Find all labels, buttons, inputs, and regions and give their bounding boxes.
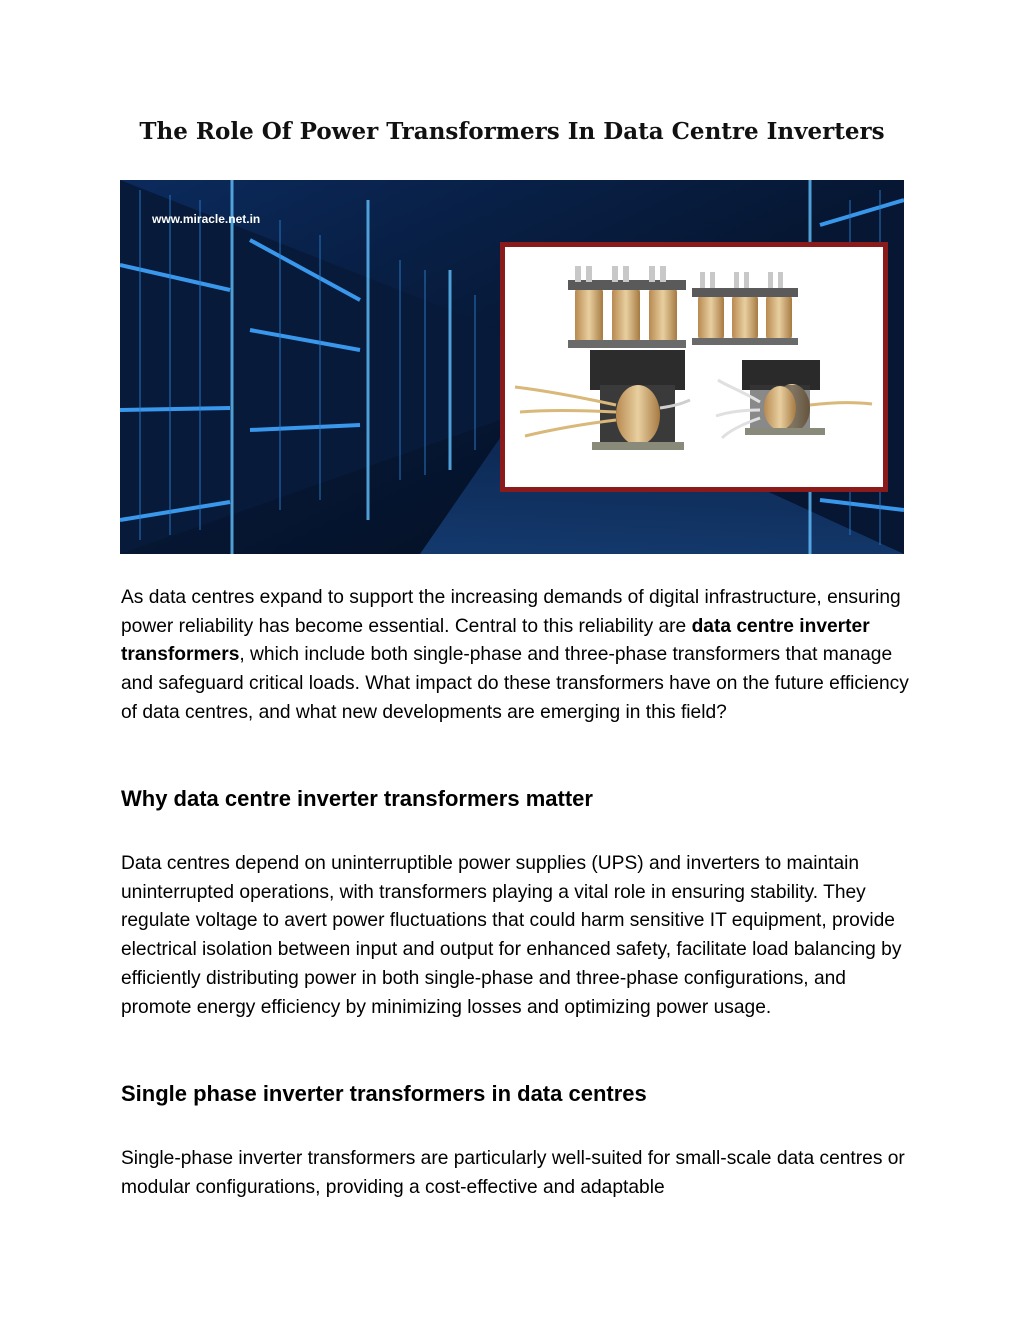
intro-paragraph (121, 584, 911, 728)
intro-text-after: , which include both single-phase and three-phase transformers that manage and safeguard critical loads. What impact do these transformers have on the future efficiency of data centres, and what new developments are emerging in this field? (121, 644, 909, 723)
section-body-single-phase: Single-phase inverter transformers are particularly well-suited for small-scale data centres or modular configurations, providing a cost-effective and adaptable (121, 1148, 905, 1198)
document-title: The Role Of Power Transformers In Data Centre Inverters (139, 118, 885, 145)
intro-bold-link-text: data centre inverter transformers (121, 615, 870, 666)
section-heading-single-phase: Single phase inverter transformers in data centres (121, 1081, 647, 1106)
section-heading-why-matter: Why data centre inverter transformers matter (121, 786, 593, 811)
watermark-text: www.miracle.net.in (152, 212, 261, 226)
section-body-why-matter: Data centres depend on uninterruptible power supplies (UPS) and inverters to maintain uninterrupted operations, with transformers playing a vital role in ensuring stability. They regulate voltage to avert power fluctuations that could harm sensitive IT equipment, provide electrical isolation between input and output for enhanced safety, facilitate load balancing by efficiently distributing power in both single-phase and three-phase configurations, and promote energy efficiency by minimizing losses and optimizing power usage. (121, 853, 902, 1018)
hero-image (120, 180, 904, 554)
intro-text-before: As data centres expand to support the increasing demands of digital infrastructure, ensuring power reliability has become essential. Central to this reliability are (121, 587, 901, 637)
server-room-with-transformers-photo-icon (120, 180, 904, 554)
